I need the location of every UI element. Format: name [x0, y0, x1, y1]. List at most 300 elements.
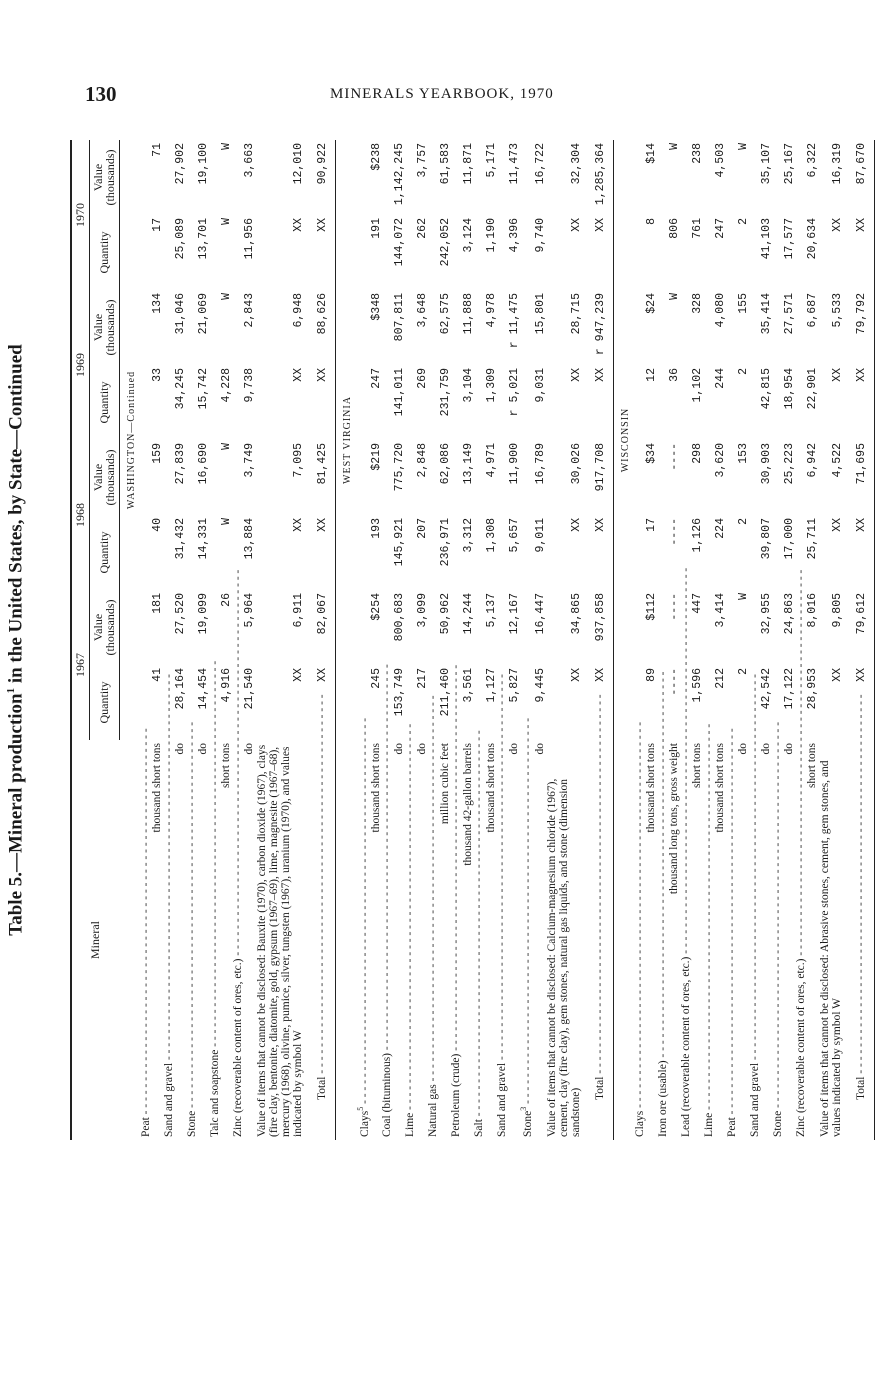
table-row: [796, 140, 819, 1140]
leader-dots: - - - - - - - - - - - - - - - - - - - - - - - - - - - - - - - - - - - - - - - - - - - - - - - - - - - - - - - - - -: [794, 569, 807, 959]
total-value-cell-1969: 79,792: [848, 290, 874, 365]
quantity-cell-1970: 247: [714, 218, 728, 239]
leader-dots: - - - - - - - - - - - - - - - - - - - - - - - - - - - - - - - - - - - - - - - - - - - - - - - - - - - - - - - - - -: [381, 664, 394, 1053]
quantity-cell-1967: ----: [668, 668, 682, 696]
quantity-cell-1968: 25,711: [806, 518, 820, 560]
value-cell-1970: 4,503: [714, 143, 728, 178]
value-cell-1967: 16,447: [533, 593, 547, 635]
quantity-cell-1970: 144,072: [392, 218, 406, 267]
section-title: WEST VIRGINIA: [341, 396, 353, 484]
value-cell-1969: r 11,475: [507, 293, 521, 349]
value-cell-1968: W: [220, 443, 234, 450]
quantity-cell-1968: 17: [645, 518, 659, 532]
unit-label: do: [415, 743, 428, 755]
quantity-cell-1967: 212: [714, 668, 728, 689]
mineral-cell: [519, 717, 546, 1140]
quantity-cell-1968: ----: [668, 518, 682, 546]
quantity-cell-1970: 17: [151, 218, 165, 232]
value-cell-1970: 11,473: [507, 143, 521, 185]
leader-dots: - - - - - - - - - - - - - - - - - - - - - - - - - - - - - - - - - - - - - - - - - - - - - - - - - - - - - - - - - -: [656, 671, 669, 1061]
leader-dots: - - - - - - - - - - - - - - - - - - - - - - - - - - - - - - - - - - - - - - - - - - - - - - - - - - - - - - - - - -: [725, 728, 738, 1118]
value-cell-1970: $14: [645, 143, 659, 164]
quantity-cell-1968: 236,971: [438, 518, 452, 567]
leader-dots: - - - - - - - - - - - - - - - - - - - - - - - - - - - - - - - - - - - - - - - - - - - - - - - - - - - - - - - - - -: [522, 717, 535, 1107]
total-value-cell-1970: 90,922: [309, 140, 335, 215]
value-cell-1967: 9,805: [830, 593, 844, 628]
quantity-cell-1967: 1,127: [484, 668, 498, 703]
total-value-cell-1967: 79,612: [848, 590, 874, 665]
section-header-row: [335, 140, 357, 1140]
value-cell-1969: 155: [737, 293, 751, 314]
quantity-cell-1967: 5,827: [507, 668, 521, 703]
value-cell-1967: 14,244: [461, 593, 475, 635]
mineral-name: Stone: [185, 1110, 198, 1137]
column-header-year-1968: 1968: [71, 440, 89, 590]
quantity-cell-1968: 3,312: [461, 518, 475, 553]
total-quantity-cell-1967: XX: [848, 665, 874, 740]
mineral-name: Value of items that cannot be disclosed: Abrasive stones, cement, gem stones, and values indicated by symbol W: [818, 760, 843, 1137]
table-row: [141, 140, 164, 1140]
quantity-cell-1968: 224: [714, 518, 728, 539]
value-cell-1968: 27,839: [174, 443, 188, 485]
value-cell-1967: 34,865: [569, 593, 583, 635]
total-value-cell-1969: 88,626: [309, 290, 335, 365]
value-cell-1967: 50,962: [438, 593, 452, 635]
quantity-cell-1968: XX: [569, 518, 583, 532]
value-cell-1968: 30,903: [760, 443, 774, 485]
leader-dots: - - - - - - - - - - - - - - - - - - - - - - - - - - - - - - - - - - - - - - - - - - - - - - - - - - - - - - - - - -: [231, 569, 244, 959]
total-value-cell-1969: r 947,239: [587, 290, 613, 365]
unit-label: thousand long tons, gross weight: [668, 743, 681, 895]
quantity-cell-1970: XX: [569, 218, 583, 232]
value-cell-1970: W: [668, 143, 682, 150]
quantity-cell-1968: 9,011: [533, 518, 547, 553]
total-quantity-cell-1968: XX: [848, 515, 874, 590]
mineral-name: Sand and gravel: [162, 1062, 175, 1137]
quantity-cell-1968: 31,432: [174, 518, 188, 560]
quantity-cell-1968: 14,331: [197, 518, 211, 560]
value-cell-1969: 31,046: [174, 293, 188, 335]
quantity-cell-1967: 4,916: [220, 668, 234, 703]
rotated-table-container: [5, 140, 868, 1140]
quantity-cell-1967: 17,122: [783, 668, 797, 710]
quantity-cell-1967: XX: [569, 668, 583, 682]
unit-label: do: [737, 743, 750, 755]
value-cell-1970: 3,757: [415, 143, 429, 178]
quantity-cell-1968: 39,807: [760, 518, 774, 560]
leader-dots: - - - - - - - - - - - - - - - - - - - - - - - - - - - - - - - - - - - - - - - - - - - - - - - - - - - - - - - - - -: [427, 695, 440, 1085]
quantity-cell-1968: 1,126: [691, 518, 705, 553]
leader-dots: - - - - - - - - - - - - - - - - - - - - - - - - - - - - - - - - - - - - - - - - - - - - - - - - - - - - - - - - - -: [139, 728, 152, 1118]
total-quantity-cell-1968: XX: [309, 515, 335, 590]
value-cell-1969: W: [220, 293, 234, 300]
footnote-marker: 3: [519, 1106, 529, 1111]
value-cell-1968: 4,522: [830, 443, 844, 478]
quantity-cell-1970: 1,190: [484, 218, 498, 253]
quantity-cell-1967: XX: [291, 668, 305, 682]
quantity-cell-1970: 20,634: [806, 218, 820, 260]
table-row: [382, 140, 405, 1140]
value-cell-1970: 61,583: [438, 143, 452, 185]
section-title: WASHINGTON—Continued: [125, 370, 137, 510]
total-value-cell-1970: 87,670: [848, 140, 874, 215]
value-cell-1967: ----: [668, 593, 682, 621]
quantity-cell-1969: XX: [830, 368, 844, 382]
value-cell-1968: 25,223: [783, 443, 797, 485]
quantity-cell-1968: 2: [737, 518, 751, 525]
value-cell-1967: 447: [691, 593, 705, 614]
quantity-cell-1968: W: [220, 518, 234, 525]
value-cell-1967: 800,683: [392, 593, 406, 642]
unit-label: short tons: [691, 743, 704, 789]
leader-dots: - - - - - - - - - - - - - - - - - - - - - - - - - - - - - - - - - - - - - - - - - - - - - - - - - - - - - - - - - -: [748, 674, 761, 1063]
section-header-row: [613, 140, 635, 1140]
section-header-row: [119, 140, 141, 1140]
quantity-cell-1967: 2: [737, 668, 751, 675]
section-spacer: [335, 740, 357, 1140]
value-cell-1969: 6,687: [806, 293, 820, 328]
mineral-name: Peat: [725, 1117, 738, 1137]
section-title: WISCONSIN: [619, 407, 631, 473]
value-cell-1968: 775,720: [392, 443, 406, 492]
leader-dots: - - - - - - - - - - - - - - - - - - - - - - - - - - - - - - - - - - - - - - - - - - - - - - - - - - - - - - - - - -: [771, 721, 784, 1111]
quantity-cell-1967: 28,164: [174, 668, 188, 710]
quantity-cell-1967: 28,953: [806, 668, 820, 710]
quantity-cell-1969: 1,102: [691, 368, 705, 403]
quantity-cell-1969: 15,742: [197, 368, 211, 410]
leader-dots: - - - - - - - - - - - - - - - - - - - - - - - - - - - - - - - - - - - - - - - - - - - - - - - - - - - - - - - - - -: [358, 717, 371, 1107]
column-header-quantity: Quantity: [89, 215, 119, 290]
mineral-name: Natural gas: [427, 1084, 440, 1137]
mineral-name: Lime: [404, 1112, 417, 1137]
quantity-cell-1967: 21,540: [243, 668, 257, 710]
total-value-cell-1968: 81,425: [309, 440, 335, 515]
value-cell-1969: 62,575: [438, 293, 452, 335]
leader-dots: - - - - - - - - - - - - - - - - - - - - - - - - - - - - - - - - - - - - - - - - - - - - - - - - - - - - - - - - - -: [185, 721, 198, 1111]
mineral-name: Clays: [633, 1110, 646, 1137]
unit-label: thousand short tons: [645, 743, 658, 833]
mineral-name: Lead (recoverable content of ores, etc.): [679, 956, 692, 1137]
quantity-cell-1968: XX: [291, 518, 305, 532]
value-cell-1967: 8,016: [806, 593, 820, 628]
value-cell-1969: 328: [691, 293, 705, 314]
table-row: [704, 140, 727, 1140]
quantity-cell-1970: XX: [291, 218, 305, 232]
total-quantity-cell-1970: XX: [848, 215, 874, 290]
value-cell-1969: 28,715: [569, 293, 583, 335]
mineral-name: Sand and gravel: [748, 1062, 761, 1137]
quantity-cell-1967: 211,460: [438, 668, 452, 717]
table-row: [658, 140, 681, 1140]
quantity-cell-1969: 3,104: [461, 368, 475, 403]
section-spacer: [119, 740, 141, 1140]
mineral-name: Clays: [358, 1110, 371, 1137]
value-cell-1970: 3,663: [243, 143, 257, 178]
value-cell-1968: 298: [691, 443, 705, 464]
unit-label: do: [533, 743, 546, 755]
value-cell-1970: W: [220, 143, 234, 150]
value-cell-1968: 62,086: [438, 443, 452, 485]
value-cell-1969: 134: [151, 293, 165, 314]
value-cell-1968: 16,789: [533, 443, 547, 485]
quantity-cell-1969: 269: [415, 368, 429, 389]
leader-dots: - - - - - - - - - - - - - - - - - - - - - - - - - - - - - - - - - - - - - - - - - - - - - - - - - - - - - - - - -: [316, 694, 329, 1077]
mineral-cell: [427, 695, 451, 1140]
table-title: Table 5.—Mineral production$^1$ in the United States, by State—Continued: [5, 344, 27, 936]
total-quantity-cell-1970: XX: [309, 215, 335, 290]
total-label: Total: [594, 1076, 607, 1100]
leader-dots: - - - - - - - - - - - - - - - - - - - - - - - - - - - - - - - - - - - - - - - - - - - - - - - - - - - - - - - - - -: [496, 674, 509, 1063]
quantity-cell-1969: 9,738: [243, 368, 257, 403]
quantity-cell-1969: 18,954: [783, 368, 797, 410]
total-quantity-cell-1969: XX: [848, 365, 874, 440]
value-cell-1969: 807,811: [392, 293, 406, 342]
running-title: MINERALS YEARBOOK, 1970: [330, 86, 554, 102]
mineral-cell: [725, 728, 750, 1140]
quantity-cell-1970: 761: [691, 218, 705, 239]
quantity-cell-1970: 8: [645, 218, 659, 225]
leader-dots: - - - - - - - - - - - - - - - - - - - - - - - - - - - - - - - - - - - - - - - - - - - - - - - - - - - - - - - - - -: [679, 567, 692, 957]
total-quantity-cell-1968: XX: [587, 515, 613, 590]
mineral-name: Peat: [139, 1117, 152, 1137]
column-header-quantity: Quantity: [89, 515, 119, 590]
page-number: 130: [85, 82, 117, 106]
total-quantity-cell-1969: XX: [587, 365, 613, 440]
column-header-year-1969: 1969: [71, 290, 89, 440]
unit-label: thousand 42-gallon barrels: [461, 743, 474, 866]
value-cell-1969: 5,533: [830, 293, 844, 328]
quantity-cell-1967: 14,454: [197, 668, 211, 710]
unit-label: do: [783, 743, 796, 755]
quantity-cell-1969: 244: [714, 368, 728, 389]
leader-dots: - - - - - - - - - - - - - - - - - - - - - - - - - - - - - - - - - - - - - - - - - - - - - - - - - - - - - - - - - -: [208, 660, 221, 1050]
footnote-marker: 5: [355, 1106, 365, 1111]
quantity-cell-1969: 22,901: [806, 368, 820, 410]
mineral-name: Value of items that cannot be disclosed: Bauxite (1970), carbon dioxide (1967), clays (fire clay, bentonite, diatomite, gold, gypsum (1967–69), lime, magnesite (1967–68), mercury (1968), olivine, pumice, silver, tungsten (1967), uranium (1970), and values indicated by symbol W: [255, 744, 304, 1137]
value-cell-1970: 25,167: [783, 143, 797, 185]
column-header-year-1970: 1970: [71, 140, 89, 290]
quantity-cell-1968: 5,657: [507, 518, 521, 553]
value-cell-1969: 15,801: [533, 293, 547, 335]
leader-dots: - - - - - - - - - - - - - - - - - - - - - - - - - - - - - - - - - - - - - - - - - - - - - - - - - - - - - - - - - -: [404, 723, 417, 1113]
quantity-cell-1968: 207: [415, 518, 429, 539]
value-cell-1968: 11,900: [507, 443, 521, 485]
value-cell-1968: 2,848: [415, 443, 429, 478]
total-quantity-cell-1970: XX: [587, 215, 613, 290]
quantity-cell-1968: 145,921: [392, 518, 406, 567]
unit-label: million cubic feet: [438, 743, 451, 825]
quantity-cell-1967: 217: [415, 668, 429, 689]
mineral-cell: [702, 723, 727, 1140]
table-row: [635, 140, 658, 1140]
mineral-cell: [633, 721, 658, 1140]
total-label-cell: [309, 694, 335, 1140]
value-cell-1967: 181: [151, 593, 165, 614]
value-cell-1967: 27,520: [174, 593, 188, 635]
table-row: [497, 140, 520, 1140]
quantity-cell-1970: XX: [830, 218, 844, 232]
unit-label: do: [243, 743, 256, 755]
quantity-cell-1967: 3,561: [461, 668, 475, 703]
quantity-cell-1970: 806: [668, 218, 682, 239]
leader-dots: - - - - - - - - - - - - - - - - - - - - - - - - - - - - - - - - - - - - - - - - - - - - - - - - - - - - - - - - - -: [450, 664, 463, 1054]
quantity-cell-1967: 1,596: [691, 668, 705, 703]
value-cell-1970: W: [737, 143, 751, 150]
value-cell-1970: 1,142,245: [392, 143, 406, 206]
column-header-mineral: Mineral: [71, 740, 119, 1140]
quantity-cell-1970: 9,740: [533, 218, 547, 253]
mineral-name: Talc and soapstone: [208, 1049, 221, 1137]
quantity-cell-1969: 247: [369, 368, 383, 389]
value-cell-1968: 153: [737, 443, 751, 464]
quantity-cell-1968: 1,308: [484, 518, 498, 553]
quantity-cell-1967: 89: [645, 668, 659, 682]
value-cell-1968: ----: [668, 443, 682, 471]
quantity-cell-1969: 42,815: [760, 368, 774, 410]
quantity-cell-1967: 41: [151, 668, 165, 682]
value-cell-1969: 4,978: [484, 293, 498, 328]
quantity-cell-1969: 231,759: [438, 368, 452, 417]
value-cell-1969: 2,843: [243, 293, 257, 328]
mineral-cell: [656, 671, 681, 1140]
leader-dots: - - - - - - - - - - - - - - - - - - - - - - - - - - - - - - - - - - - - - - - - - - - - - - - - - - - - - - - - - -: [162, 674, 175, 1063]
quantity-cell-1968: 17,000: [783, 518, 797, 560]
value-cell-1967: 3,099: [415, 593, 429, 628]
quantity-cell-1969: XX: [569, 368, 583, 382]
mineral-cell: [139, 728, 164, 1140]
quantity-cell-1969: 36: [668, 368, 682, 382]
table-row: [819, 140, 843, 1140]
value-cell-1968: 7,095: [291, 443, 305, 478]
value-cell-1968: $34: [645, 443, 659, 464]
quantity-cell-1969: 9,031: [533, 368, 547, 403]
table-row: [164, 140, 187, 1140]
quantity-cell-1970: 4,396: [507, 218, 521, 253]
unit-label: do: [174, 743, 187, 755]
value-cell-1967: 5,964: [243, 593, 257, 628]
value-cell-1968: 159: [151, 443, 165, 464]
value-cell-1970: 5,171: [484, 143, 498, 178]
value-cell-1969: $24: [645, 293, 659, 314]
quantity-cell-1970: W: [220, 218, 234, 225]
mineral-cell: [473, 730, 497, 1140]
leader-dots: - - - - - - - - - - - - - - - - - - - - - - - - - - - - - - - - - - - - - - - - - - - - - - - - - - - - - - - - -: [855, 694, 867, 1077]
unit-label: thousand short tons: [369, 743, 382, 833]
value-cell-1967: W: [737, 593, 751, 600]
value-cell-1968: $219: [369, 443, 383, 471]
unit-label: short tons: [220, 743, 233, 789]
table-row: [773, 140, 796, 1140]
table-row: [428, 140, 451, 1140]
table-body: [119, 140, 874, 1140]
value-cell-1967: 6,911: [291, 593, 305, 628]
table-row: [520, 140, 546, 1140]
quantity-cell-1970: 3,124: [461, 218, 475, 253]
table-row: [405, 140, 428, 1140]
leader-dots: - - - - - - - - - - - - - - - - - - - - - - - - - - - - - - - - - - - - - - - - - - - - - - - - - - - - - - - - - -: [702, 723, 715, 1113]
quantity-cell-1970: 262: [415, 218, 429, 239]
table-row: [210, 140, 233, 1140]
table-row: [474, 140, 497, 1140]
quantity-cell-1969: XX: [291, 368, 305, 382]
unit-label: thousand short tons: [714, 743, 727, 833]
unit-label: thousand short tons: [151, 743, 164, 833]
total-row: [587, 140, 613, 1140]
value-cell-1970: 16,722: [533, 143, 547, 185]
value-cell-1970: 19,100: [197, 143, 211, 185]
quantity-cell-1970: 11,956: [243, 218, 257, 260]
table-row: [187, 140, 210, 1140]
total-label-cell: [587, 694, 613, 1140]
value-cell-1969: $348: [369, 293, 383, 321]
quantity-cell-1968: XX: [830, 518, 844, 532]
value-cell-1969: 35,414: [760, 293, 774, 335]
quantity-cell-1967: 42,542: [760, 668, 774, 710]
mineral-name: Iron ore (usable): [656, 1060, 669, 1137]
quantity-cell-1967: 153,749: [392, 668, 406, 717]
mineral-cell: [819, 740, 843, 1140]
mineral-cell: [355, 717, 383, 1140]
total-value-cell-1967: 82,067: [309, 590, 335, 665]
quantity-cell-1967: 245: [369, 668, 383, 689]
column-header-value: Value (thousands): [89, 590, 119, 665]
mineral-name: Petroleum (crude): [450, 1053, 463, 1137]
table-row: [451, 140, 474, 1140]
quantity-cell-1969: 2: [737, 368, 751, 375]
mineral-name: Salt: [473, 1119, 486, 1137]
unit-label: do: [760, 743, 773, 755]
section-spacer: [613, 740, 635, 1140]
value-cell-1970: 71: [151, 143, 165, 157]
column-header-year-1967: 1967: [71, 590, 89, 740]
value-cell-1969: 4,080: [714, 293, 728, 328]
total-value-cell-1967: 937,858: [587, 590, 613, 665]
total-quantity-cell-1967: XX: [587, 665, 613, 740]
value-cell-1967: 5,137: [484, 593, 498, 628]
quantity-cell-1969: 141,011: [392, 368, 406, 417]
quantity-cell-1969: r 5,021: [507, 368, 521, 417]
mineral-name: Coal (bituminous): [381, 1052, 394, 1137]
value-cell-1969: 27,571: [783, 293, 797, 335]
column-header-quantity: Quantity: [89, 665, 119, 740]
quantity-cell-1970: 17,577: [783, 218, 797, 260]
value-cell-1967: 3,414: [714, 593, 728, 628]
value-cell-1967: $112: [645, 593, 659, 621]
value-cell-1969: 21,069: [197, 293, 211, 335]
mineral-name: Zinc (recoverable content of ores, etc.): [231, 958, 244, 1137]
mineral-name: Zinc (recoverable content of ores, etc.): [794, 958, 807, 1137]
total-label-cell: [848, 694, 874, 1140]
value-cell-1970: 32,304: [569, 143, 583, 185]
column-header-value: Value (thousands): [89, 290, 119, 365]
total-value-cell-1968: 917,708: [587, 440, 613, 515]
mineral-cell: [256, 740, 304, 1140]
mineral-name: Stone: [771, 1110, 784, 1137]
total-value-cell-1970: 1,285,364: [587, 140, 613, 215]
value-cell-1969: 6,948: [291, 293, 305, 328]
unit-label: do: [507, 743, 520, 755]
table-row: [233, 140, 256, 1140]
value-cell-1970: 6,322: [806, 143, 820, 178]
unit-label: thousand short tons: [484, 743, 497, 833]
mineral-name: Stone: [522, 1110, 535, 1137]
value-cell-1970: 11,871: [461, 143, 475, 185]
total-value-cell-1968: 71,695: [848, 440, 874, 515]
column-header-value: Value (thousands): [89, 140, 119, 215]
quantity-cell-1969: 33: [151, 368, 165, 382]
table-row: [727, 140, 750, 1140]
unit-label: do: [197, 743, 210, 755]
